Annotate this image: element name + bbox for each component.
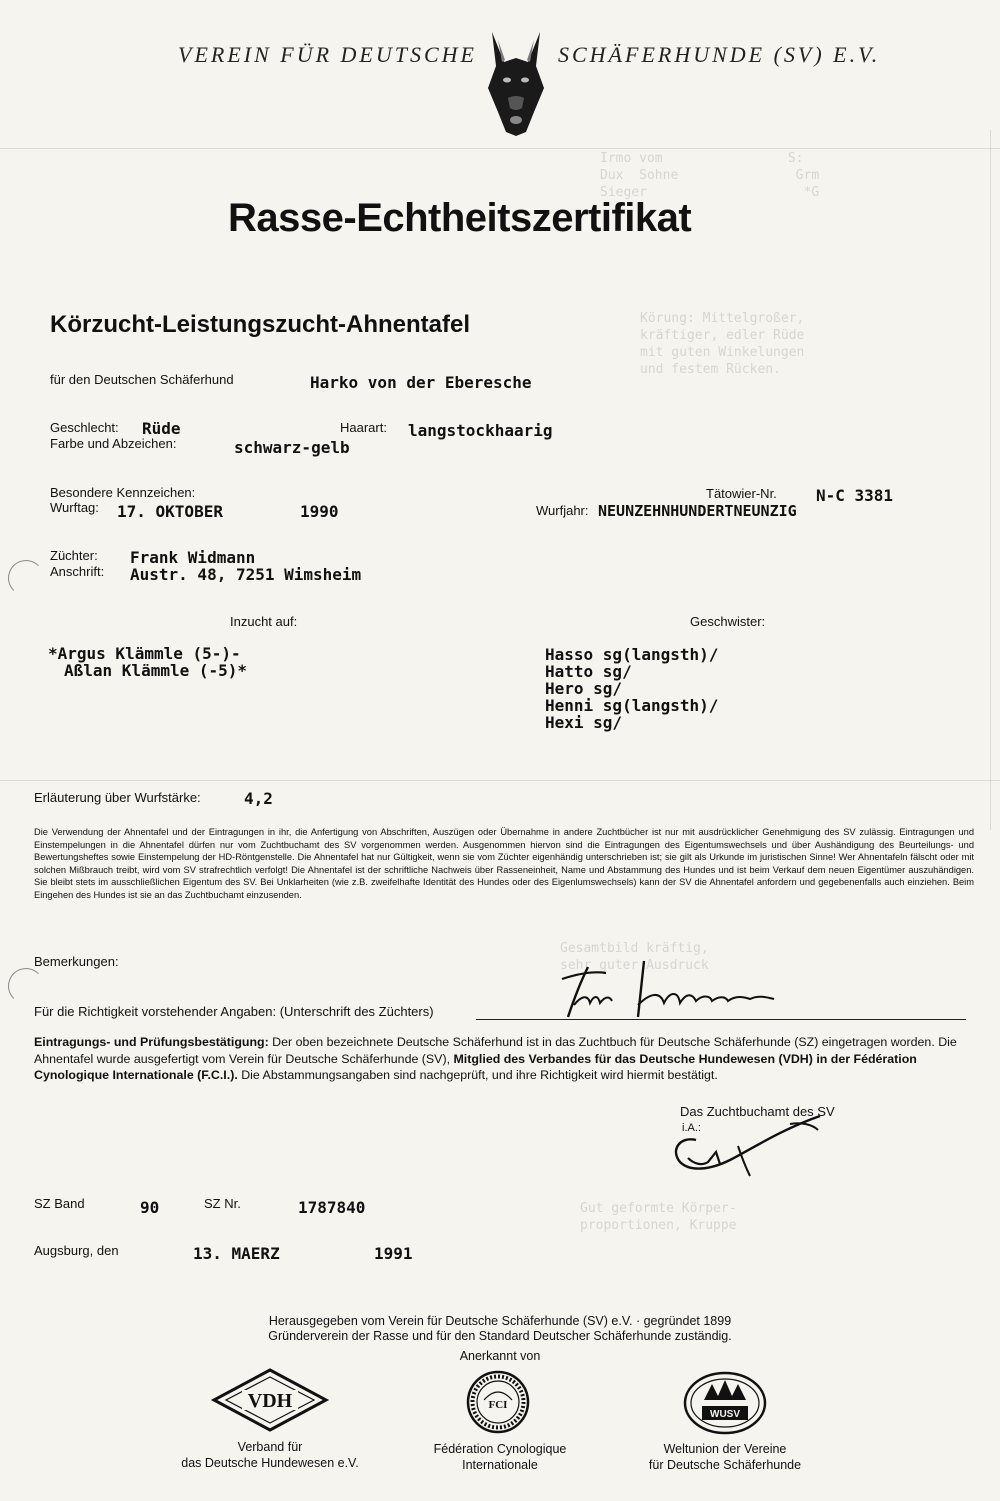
fci-logo [466, 1370, 530, 1434]
reverse-bleed-text: Irmo vom S: Dux Sohne Grm Sieger *G [600, 151, 820, 200]
litter-strength-label: Erläuterung über Wurfstärke: [34, 790, 201, 805]
publisher-line: Herausgegeben vom Verein für Deutsche Schäferhunde (SV) e.V. · gegründet 1899 [268, 1314, 732, 1328]
litter-year-value: NEUNZEHNHUNDERTNEUNZIG [598, 502, 797, 520]
shepherd-dog-logo [478, 28, 554, 140]
inbreeding-line-1: *Argus Klämmle (5-)- [48, 644, 241, 663]
wusv-caption-line-2: für Deutsche Schäferhunde [648, 1458, 802, 1472]
association-name-left: VEREIN FÜR DEUTSCHE [178, 42, 477, 67]
vdh-logo [210, 1366, 330, 1434]
confirmation-text: Der oben bezeichnete Deutsche Schäferhund ist in das Zuchtbuch für Deutsche Schäferhunde (SZ) eingetragen worden. Die Ahnentafel wurde ausgefertigt vom Verein für Deutsche Schäferhunde (SV), [34, 1035, 957, 1066]
breeder-label: Züchter: [50, 548, 98, 563]
address-label: Anschrift: [50, 564, 105, 579]
wusv-caption-line-1: Weltunion der Vereine [663, 1442, 787, 1456]
dog-name-label: für den Deutschen Schäferhund [50, 372, 234, 387]
office-signature [650, 1100, 850, 1180]
confirmation-membership-text: Mitglied des Verbandes für das Deutsche Hundewesen (VDH) in der Fédération Cynologique Internationale (F.C.I.). [34, 1051, 917, 1082]
fold-line [0, 148, 1000, 149]
pedigree-subtitle: Körzucht-Leistungszucht-Ahnentafel [50, 311, 470, 338]
special-marks-label: Besondere Kennzeichen: [50, 485, 196, 500]
whelp-date-day: 17. OKTOBER [117, 502, 223, 521]
tattoo-label: Tätowier-Nr. [706, 486, 777, 501]
sz-nr-value: 1787840 [298, 1198, 366, 1217]
sz-band-label: SZ Band [34, 1196, 85, 1211]
hair-label: Haarart: [340, 420, 387, 435]
fci-caption-line-1: Fédération Cynologique [433, 1442, 567, 1456]
color-label: Farbe und Abzeichen: [50, 436, 177, 451]
wusv-logo-text: WUSV [710, 1409, 740, 1420]
breeder-address: Austr. 48, 7251 Wimsheim [130, 565, 362, 584]
wusv-logo [682, 1370, 768, 1436]
siblings-label: Geschwister: [690, 614, 766, 629]
registration-confirmation [34, 1034, 974, 1084]
tattoo-value: N-C 3381 [816, 486, 894, 505]
sz-nr-label: SZ Nr. [204, 1196, 241, 1211]
punch-hole-mark [8, 968, 44, 1004]
litter-strength-value: 4,2 [244, 789, 273, 808]
issue-date-day: 13. MAERZ [193, 1244, 280, 1263]
sex-label: Geschlecht: [50, 420, 119, 435]
vdh-caption-line-1: Verband für [237, 1440, 303, 1454]
issue-place-label: Augsburg, den [34, 1243, 119, 1258]
association-name-right: SCHÄFERHUNDE (SV) E.V. [558, 42, 881, 67]
sz-band-value: 90 [140, 1198, 160, 1217]
reverse-bleed-text: Gesamtbild kräftig, sehr guter Ausdruck [560, 941, 709, 973]
dog-name-value: Harko von der Eberesche [310, 373, 532, 392]
sibling-entry: Hasso sg(langsth)/ [545, 645, 719, 664]
confirmation-text-end: Die Abstammungsangaben sind nachgeprüft, und ihre Richtigkeit wird hiermit bestätigt. [237, 1068, 718, 1082]
confirmation-heading: Eintragungs- und Prüfungsbestätigung: [34, 1035, 269, 1049]
inbreeding-line-2: Aßlan Klämmle (-5)* [64, 661, 248, 680]
legal-notice: Die Verwendung der Ahnentafel und der Eintragungen in ihr, die Anfertigung von Abschriften, Auszügen oder Übernahme in andere Zuchtbücher ist nur mit ausdrücklicher Genehmigung des SV zulässig. Eintragungen und Einstempelungen in die Ahnentafel dürfen nur vom Zuchtbuchamt des SV vorgenommen werden. Ausgenommen hiervon sind die Eintragungen des Eigentumswechsels und über Aushändigung des Beurteilungs- und Bewertungsheftes sowie Einstempelung der HD-Röntgenstelle. Die Ahnentafel hat nur Gültigkeit, wenn sie vom Züchter eigenhändig unterschrieben ist; sie gilt als Urkunde im juristischen Sinne! Wer Ahnentafeln fälscht oder mit solchen Mißbrauch treibt, wird vom SV strafrechtlich verfolgt! Die Ahnentafel ist der schriftliche Nachweis über Rasseneinheit, Name und Abstammung des Hundes und ist beim Verkauf dem neuen Eigentümer auszuhändigen. Sie bleibt stets im ausschließlichen Eigentum des SV. Bei Unklarheiten (wie z.B. zweifelhafte Identität des Hundes oder des Eigenlumswechsels) kann der SV die Ahnentafel anfordern und gegebenenfalls auch einziehen. Beim Eingehen des Hundes ist sie an das Zuchtbuchamt einzusenden. [34, 827, 974, 900]
breeder-signature [560, 955, 800, 1025]
sibling-entry: Hatto sg/ [545, 662, 632, 681]
reverse-bleed-text: Körung: Mittelgroßer, kräftiger, edler Rüde mit guten Winkelungen und festem Rücken. [640, 311, 805, 377]
breeder-name: Frank Widmann [130, 548, 256, 567]
sibling-entry: Hexi sg/ [545, 713, 623, 732]
sex-value: Rüde [142, 419, 181, 438]
sibling-entry: Hero sg/ [545, 679, 623, 698]
litter-year-label: Wurfjahr: [536, 503, 589, 518]
fci-caption-line-2: Internationale [462, 1458, 538, 1472]
sibling-entry: Henni sg(langsth)/ [545, 696, 719, 715]
inbreeding-label: Inzucht auf: [230, 614, 298, 629]
founder-line: Gründerverein der Rasse und für den Standard Deutscher Schäferhunde zuständig. [268, 1329, 732, 1343]
recognized-by-label: Anerkannt von [459, 1349, 541, 1363]
vdh-logo-text: VDH [247, 1390, 293, 1412]
color-value: schwarz-gelb [234, 438, 350, 457]
remarks-label: Bemerkungen: [34, 954, 119, 969]
ia-label: i.A.: [682, 1122, 701, 1134]
breeder-signature-label: Für die Richtigkeit vorstehender Angaben: (Unterschrift des Züchters) [34, 1004, 434, 1019]
punch-hole-mark [8, 560, 44, 596]
reverse-bleed-text: Gut geformte Körper- proportionen, Kruppe [580, 1201, 737, 1233]
fold-line [990, 130, 991, 830]
whelp-date-label: Wurftag: [50, 500, 99, 515]
certificate-title: Rasse-Echtheitszertifikat [228, 196, 692, 240]
studbook-office-label: Das Zuchtbuchamt des SV [680, 1104, 835, 1119]
hair-value: langstockhaarig [408, 421, 553, 440]
issue-date-year: 1991 [374, 1244, 413, 1263]
vdh-caption-line-2: das Deutsche Hundewesen e.V. [181, 1456, 359, 1470]
whelp-date-year: 1990 [300, 502, 339, 521]
fold-line [0, 780, 1000, 781]
fci-logo-text: FCI [488, 1399, 508, 1411]
